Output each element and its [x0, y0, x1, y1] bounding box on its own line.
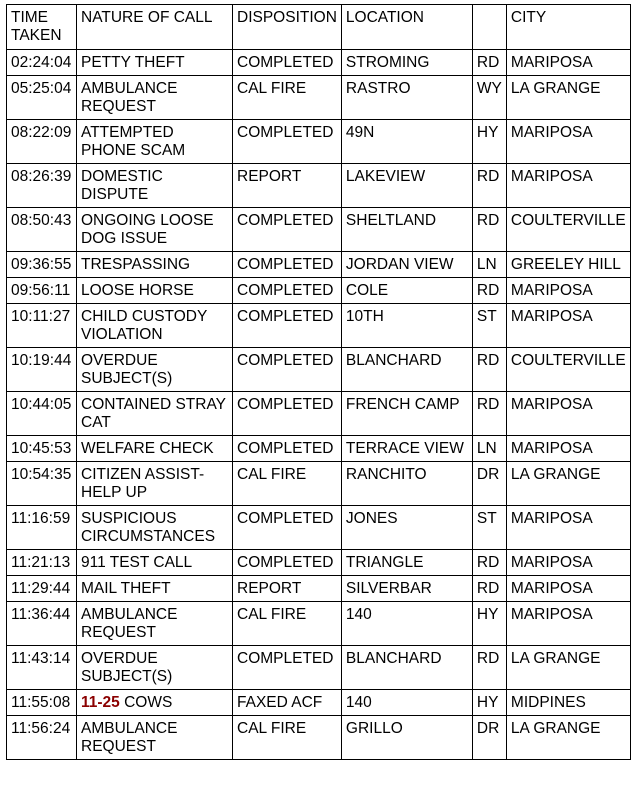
disposition-cell: CAL FIRE [233, 716, 342, 760]
table-row [7, 348, 631, 392]
location-cell: 140 [341, 690, 472, 716]
location-cell: BLANCHARD [341, 348, 472, 392]
location-cell: JORDAN VIEW [341, 252, 472, 278]
time-cell: 08:22:09 [7, 120, 77, 164]
suffix-cell: HY [472, 602, 506, 646]
disposition-cell: COMPLETED [233, 506, 342, 550]
city-cell: MARIPOSA [506, 576, 630, 602]
nature-cell: OVERDUE SUBJECT(S) [77, 348, 233, 392]
table-row [7, 164, 631, 208]
location-cell: COLE [341, 278, 472, 304]
nature-cell: AMBULANCE REQUEST [77, 716, 233, 760]
disposition-cell: COMPLETED [233, 120, 342, 164]
suffix-cell: LN [472, 252, 506, 278]
disposition-cell: CAL FIRE [233, 602, 342, 646]
time-cell: 08:50:43 [7, 208, 77, 252]
table-row [7, 690, 631, 716]
disposition-cell: COMPLETED [233, 278, 342, 304]
disposition-cell: REPORT [233, 164, 342, 208]
city-cell: LA GRANGE [506, 462, 630, 506]
time-cell: 11:43:14 [7, 646, 77, 690]
city-cell: MARIPOSA [506, 436, 630, 462]
city-cell: MARIPOSA [506, 506, 630, 550]
table-row [7, 436, 631, 462]
disposition-cell: COMPLETED [233, 304, 342, 348]
city-cell: MARIPOSA [506, 120, 630, 164]
time-cell: 09:56:11 [7, 278, 77, 304]
nature-cell: AMBULANCE REQUEST [77, 76, 233, 120]
city-cell: COULTERVILLE [506, 208, 630, 252]
city-cell: MARIPOSA [506, 602, 630, 646]
nature-cell: CONTAINED STRAY CAT [77, 392, 233, 436]
time-cell: 09:36:55 [7, 252, 77, 278]
suffix-cell: RD [472, 392, 506, 436]
nature-cell: OVERDUE SUBJECT(S) [77, 646, 233, 690]
call-log-table [6, 4, 631, 760]
disposition-cell: COMPLETED [233, 348, 342, 392]
header-row [7, 5, 631, 50]
nature-cell: MAIL THEFT [77, 576, 233, 602]
suffix-cell: DR [472, 716, 506, 760]
disposition-cell: COMPLETED [233, 436, 342, 462]
disposition-cell: COMPLETED [233, 646, 342, 690]
suffix-cell: HY [472, 120, 506, 164]
suffix-cell: RD [472, 576, 506, 602]
header-time-line1: TIME [11, 9, 49, 26]
header-disposition: DISPOSITION [233, 5, 342, 50]
suffix-cell: RD [472, 208, 506, 252]
disposition-cell: COMPLETED [233, 208, 342, 252]
location-cell: 10TH [341, 304, 472, 348]
location-cell: 49N [341, 120, 472, 164]
nature-cell: CITIZEN ASSIST- HELP UP [77, 462, 233, 506]
location-cell: JONES [341, 506, 472, 550]
table-row [7, 602, 631, 646]
disposition-cell: COMPLETED [233, 252, 342, 278]
disposition-cell: FAXED ACF [233, 690, 342, 716]
time-cell: 10:54:35 [7, 462, 77, 506]
time-cell: 05:25:04 [7, 76, 77, 120]
city-cell: LA GRANGE [506, 646, 630, 690]
nature-cell: LOOSE HORSE [77, 278, 233, 304]
header-city: CITY [506, 5, 630, 50]
time-cell: 11:55:08 [7, 690, 77, 716]
nature-cell: DOMESTIC DISPUTE [77, 164, 233, 208]
call-code: 11-25 [81, 694, 120, 711]
header-street-suffix [472, 5, 506, 50]
city-cell: LA GRANGE [506, 76, 630, 120]
table-row [7, 120, 631, 164]
nature-cell: SUSPICIOUS CIRCUMSTANCES [77, 506, 233, 550]
time-cell: 10:44:05 [7, 392, 77, 436]
time-cell: 11:16:59 [7, 506, 77, 550]
table-row [7, 646, 631, 690]
location-cell: GRILLO [341, 716, 472, 760]
nature-cell: WELFARE CHECK [77, 436, 233, 462]
nature-cell: AMBULANCE REQUEST [77, 602, 233, 646]
location-cell: TRIANGLE [341, 550, 472, 576]
nature-cell: PETTY THEFT [77, 50, 233, 76]
nature-cell [77, 690, 233, 716]
suffix-cell: HY [472, 690, 506, 716]
table-row [7, 76, 631, 120]
table-row [7, 208, 631, 252]
city-cell: MARIPOSA [506, 392, 630, 436]
disposition-cell: REPORT [233, 576, 342, 602]
city-cell: GREELEY HILL [506, 252, 630, 278]
suffix-cell: RD [472, 550, 506, 576]
location-cell: RASTRO [341, 76, 472, 120]
disposition-cell: COMPLETED [233, 50, 342, 76]
header-time-taken [7, 5, 77, 50]
city-cell: MARIPOSA [506, 304, 630, 348]
location-cell: STROMING [341, 50, 472, 76]
disposition-cell: CAL FIRE [233, 76, 342, 120]
disposition-cell: CAL FIRE [233, 462, 342, 506]
table-row [7, 304, 631, 348]
table-row [7, 550, 631, 576]
suffix-cell: ST [472, 304, 506, 348]
time-cell: 10:19:44 [7, 348, 77, 392]
table-row [7, 576, 631, 602]
suffix-cell: LN [472, 436, 506, 462]
suffix-cell: RD [472, 348, 506, 392]
location-cell: 140 [341, 602, 472, 646]
suffix-cell: RD [472, 278, 506, 304]
city-cell: MARIPOSA [506, 164, 630, 208]
table-row [7, 462, 631, 506]
table-row [7, 252, 631, 278]
suffix-cell: WY [472, 76, 506, 120]
nature-cell: TRESPASSING [77, 252, 233, 278]
time-cell: 08:26:39 [7, 164, 77, 208]
city-cell: MARIPOSA [506, 50, 630, 76]
nature-text: COWS [124, 694, 173, 711]
nature-cell: CHILD CUSTODY VIOLATION [77, 304, 233, 348]
disposition-cell: COMPLETED [233, 550, 342, 576]
table-row [7, 278, 631, 304]
location-cell: LAKEVIEW [341, 164, 472, 208]
nature-cell: ONGOING LOOSE DOG ISSUE [77, 208, 233, 252]
time-cell: 11:29:44 [7, 576, 77, 602]
table-row [7, 506, 631, 550]
suffix-cell: RD [472, 164, 506, 208]
time-cell: 11:21:13 [7, 550, 77, 576]
location-cell: RANCHITO [341, 462, 472, 506]
suffix-cell: ST [472, 506, 506, 550]
city-cell: MARIPOSA [506, 278, 630, 304]
city-cell: LA GRANGE [506, 716, 630, 760]
time-cell: 10:45:53 [7, 436, 77, 462]
suffix-cell: RD [472, 50, 506, 76]
time-cell: 10:11:27 [7, 304, 77, 348]
time-cell: 11:56:24 [7, 716, 77, 760]
location-cell: BLANCHARD [341, 646, 472, 690]
nature-cell: 911 TEST CALL [77, 550, 233, 576]
nature-cell: ATTEMPTED PHONE SCAM [77, 120, 233, 164]
city-cell: COULTERVILLE [506, 348, 630, 392]
table-row [7, 716, 631, 760]
time-cell: 11:36:44 [7, 602, 77, 646]
header-nature-of-call: NATURE OF CALL [77, 5, 233, 50]
city-cell: MIDPINES [506, 690, 630, 716]
location-cell: SHELTLAND [341, 208, 472, 252]
table-row [7, 392, 631, 436]
header-location: LOCATION [341, 5, 472, 50]
location-cell: TERRACE VIEW [341, 436, 472, 462]
location-cell: SILVERBAR [341, 576, 472, 602]
suffix-cell: RD [472, 646, 506, 690]
city-cell: MARIPOSA [506, 550, 630, 576]
time-cell: 02:24:04 [7, 50, 77, 76]
header-time-line2: TAKEN [11, 27, 62, 44]
disposition-cell: COMPLETED [233, 392, 342, 436]
suffix-cell: DR [472, 462, 506, 506]
table-row [7, 50, 631, 76]
location-cell: FRENCH CAMP [341, 392, 472, 436]
